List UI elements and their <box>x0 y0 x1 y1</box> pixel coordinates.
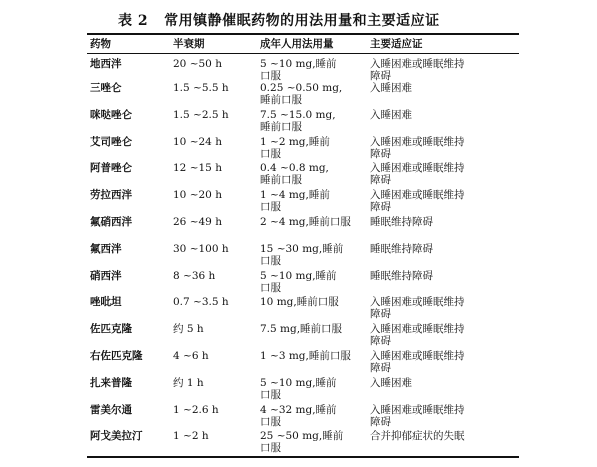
indication-cell <box>370 404 522 431</box>
table-row <box>87 270 522 297</box>
half-life-cell: 10 ~20 h <box>173 189 222 202</box>
indication-line: 障碍 <box>370 415 391 428</box>
drug-name-cell: 咪哒唑仑 <box>90 108 132 121</box>
indication-line: 入睡困难 <box>370 82 412 94</box>
indication-line: 睡眠维持障碍 <box>370 269 433 282</box>
table-row <box>87 136 522 163</box>
half-life-cell: 1 ~2.6 h <box>173 403 219 416</box>
table-title: 常用镇静催眠药物的用法用量和主要适应证 <box>164 13 440 29</box>
table-row <box>87 430 522 457</box>
dose-cell <box>260 350 370 377</box>
dose-line: 口服 <box>260 415 281 428</box>
dose-cell <box>260 82 370 109</box>
indication-line: 睡眠维持障碍 <box>370 242 433 255</box>
dose-line: 0.4 ~0.8 mg, <box>260 162 329 175</box>
drug-name-cell: 佐匹克隆 <box>90 323 132 336</box>
half-life-cell: 10 ~24 h <box>173 135 222 148</box>
indication-line: 睡眠维持障碍 <box>370 215 433 228</box>
indication-line: 入睡困难或睡眠维持 <box>370 349 465 362</box>
indication-cell <box>370 53 522 82</box>
header-drug: 药物 <box>90 38 111 50</box>
indication-line: 障碍 <box>370 335 391 348</box>
dose-line: 口服 <box>260 254 281 267</box>
dose-cell <box>260 296 370 323</box>
drug-name-cell: 氟硝西泮 <box>90 215 132 228</box>
indication-cell <box>370 216 522 243</box>
table-row <box>87 350 522 377</box>
drug-name-cell: 硝西泮 <box>90 269 122 282</box>
dose-cell <box>260 189 370 216</box>
drug-name-cell: 艾司唑仑 <box>90 135 132 148</box>
drug-name-cell: 三唑仑 <box>90 82 122 94</box>
indication-cell <box>370 243 522 270</box>
indication-line: 障碍 <box>370 147 391 160</box>
dose-line: 25 ~50 mg,睡前 <box>260 430 344 443</box>
header-half-life: 半衰期 <box>173 38 205 50</box>
half-life-cell: 约 5 h <box>173 323 204 336</box>
drug-name-cell: 劳拉西泮 <box>90 189 132 202</box>
table-row <box>87 296 522 323</box>
header-indication: 主要适应证 <box>370 38 423 50</box>
dose-cell <box>260 216 370 243</box>
header-dose: 成年人用法用量 <box>260 38 334 50</box>
drug-name-cell: 阿戈美拉汀 <box>90 430 143 443</box>
drug-name-cell: 氟西泮 <box>90 242 122 255</box>
table-number: 表 2 <box>118 13 149 29</box>
dose-cell <box>260 430 370 457</box>
dose-line: 15 ~30 mg,睡前 <box>260 242 344 255</box>
indication-line: 入睡困难或睡眠维持 <box>370 403 465 416</box>
dose-line: 5 ~10 mg,睡前 <box>260 58 337 70</box>
table-row <box>87 189 522 216</box>
half-life-cell: 1.5 ~5.5 h <box>173 82 229 94</box>
indication-line: 障碍 <box>370 201 391 214</box>
table-row <box>87 216 522 243</box>
dose-line: 0.25 ~0.50 mg, <box>260 82 343 94</box>
dose-cell <box>260 53 370 82</box>
dose-line: 口服 <box>260 147 281 160</box>
half-life-cell: 1.5 ~2.5 h <box>173 108 229 121</box>
dose-cell <box>260 162 370 189</box>
table-header-row <box>87 35 522 53</box>
indication-cell <box>370 350 522 377</box>
indication-line: 入睡困难 <box>370 108 412 121</box>
drug-name-cell: 唑吡坦 <box>90 296 122 309</box>
dose-line: 7.5 mg,睡前口服 <box>260 323 343 336</box>
indication-line: 入睡困难或睡眠维持 <box>370 296 465 309</box>
dose-line: 口服 <box>260 442 281 455</box>
dose-line: 2 ~4 mg,睡前口服 <box>260 215 351 228</box>
indication-cell <box>370 162 522 189</box>
indication-cell <box>370 296 522 323</box>
table-row <box>87 82 522 109</box>
indication-line: 入睡困难或睡眠维持 <box>370 135 465 148</box>
table-caption <box>118 10 498 30</box>
dose-line: 口服 <box>260 201 281 214</box>
half-life-cell: 26 ~49 h <box>173 215 222 228</box>
dose-line: 睡前口服 <box>260 174 302 187</box>
indication-line: 入睡困难或睡眠维持 <box>370 162 465 175</box>
indication-line: 合并抑郁症状的失眠 <box>370 430 465 443</box>
indication-cell <box>370 430 522 457</box>
drug-name-cell: 地西泮 <box>90 58 122 70</box>
half-life-cell: 0.7 ~3.5 h <box>173 296 229 309</box>
drug-name-cell: 阿普唑仑 <box>90 162 132 175</box>
table-row <box>87 53 522 82</box>
dose-line: 口服 <box>260 388 281 401</box>
dose-line: 4 ~32 mg,睡前 <box>260 403 337 416</box>
indication-line: 入睡困难或睡眠维持 <box>370 58 465 70</box>
dose-line: 睡前口服 <box>260 94 302 106</box>
half-life-cell: 约 1 h <box>173 376 204 389</box>
indication-line: 障碍 <box>370 361 391 374</box>
indication-cell <box>370 109 522 136</box>
half-life-cell: 30 ~100 h <box>173 242 229 255</box>
dose-cell <box>260 136 370 163</box>
drug-name-cell: 雷美尔通 <box>90 403 132 416</box>
indication-line: 入睡困难 <box>370 376 412 389</box>
indication-line: 障碍 <box>370 308 391 321</box>
indication-cell <box>370 270 522 297</box>
indication-line: 入睡困难或睡眠维持 <box>370 323 465 336</box>
dose-cell <box>260 323 370 350</box>
dose-cell <box>260 270 370 297</box>
dose-line: 7.5 ~15.0 mg, <box>260 108 336 121</box>
medication-table <box>87 35 522 457</box>
table-row <box>87 162 522 189</box>
table-row <box>87 404 522 431</box>
dose-line: 5 ~10 mg,睡前 <box>260 376 337 389</box>
indication-cell <box>370 136 522 163</box>
dose-cell <box>260 377 370 404</box>
indication-line: 入睡困难或睡眠维持 <box>370 189 465 202</box>
table-row <box>87 109 522 136</box>
dose-cell <box>260 109 370 136</box>
table-row <box>87 323 522 350</box>
dose-line: 5 ~10 mg,睡前 <box>260 269 337 282</box>
half-life-cell: 8 ~36 h <box>173 269 216 282</box>
indication-cell <box>370 189 522 216</box>
half-life-cell: 20 ~50 h <box>173 58 222 70</box>
indication-cell <box>370 323 522 350</box>
dose-line: 1 ~2 mg,睡前 <box>260 135 330 148</box>
drug-name-cell: 扎来普隆 <box>90 376 132 389</box>
dose-line: 口服 <box>260 281 281 294</box>
dose-line: 口服 <box>260 70 281 82</box>
dose-line: 10 mg,睡前口服 <box>260 296 339 309</box>
table-row <box>87 377 522 404</box>
half-life-cell: 1 ~2 h <box>173 430 209 443</box>
half-life-cell: 4 ~6 h <box>173 349 209 362</box>
indication-cell <box>370 82 522 109</box>
indication-cell <box>370 377 522 404</box>
dose-line: 1 ~3 mg,睡前口服 <box>260 349 351 362</box>
table-row <box>87 243 522 270</box>
drug-name-cell: 右佐匹克隆 <box>90 349 143 362</box>
indication-line: 障碍 <box>370 70 391 82</box>
half-life-cell: 12 ~15 h <box>173 162 222 175</box>
dose-cell <box>260 243 370 270</box>
dose-line: 睡前口服 <box>260 120 302 133</box>
dose-line: 1 ~4 mg,睡前 <box>260 189 330 202</box>
dose-cell <box>260 404 370 431</box>
indication-line: 障碍 <box>370 174 391 187</box>
